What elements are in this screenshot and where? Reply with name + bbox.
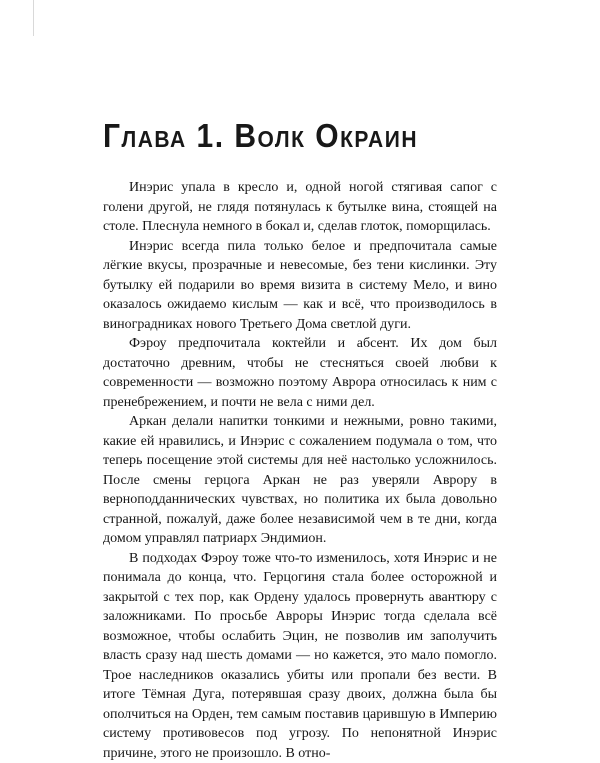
chapter-body xyxy=(103,178,497,763)
paragraph-4: Аркан делали напитки тонкими и нежными, ровно такими, какие ей нравились, и Инэрис с сожалением подумала о том, что теперь посещение этой системы для неё настолько усложнилось. После смены герцога Аркан не раз уверяли Аврору в верноподданнических чувствах, но политика их была довольно странной, пожалуй, даже более независимой чем в те дни, когда домом управлял патриарх Эндимион. xyxy=(103,412,497,549)
paragraph-3: Фэроу предпочитала коктейли и абсент. Их дом был достаточно древним, чтобы не стесняться своей любви к современности — возможно поэтому Аврора относилась к ним с пренебрежением, и почти не вела с ними дел. xyxy=(103,334,497,412)
paragraph-5: В подходах Фэроу тоже что-то изменилось, хотя Инэрис и не понимала до конца, что. Герцогиня стала более осторожной и закрытой с тех пор, как Ордену удалось провернуть авантюру с заложниками. По просьбе Авроры Инэрис тогда сделала всё возможное, чтобы ослабить Эцин, не позволив им заполучить власть сразу над шесть домами — но кажется, это мало помогло. Трое наследников оказались убиты или пропали без вести. В итоге Тёмная Дуга, потерявшая сразу двоих, должна была бы ополчиться на Орден, тем самым поставив царившую в Империю систему противовесов под угрозу. По непонятной Инэрис причине, этого не произошло. В отно- xyxy=(103,549,497,763)
chapter-heading: Глава 1. Волк Окраин xyxy=(103,118,497,156)
paragraph-1: Инэрис упала в кресло и, одной ногой стягивая сапог с голени другой, не глядя потянулась к бутылке вина, стоящей на столе. Плеснула немного в бокал и, сделав глоток, поморщилась. xyxy=(103,178,497,237)
page-edge-artifact xyxy=(33,0,34,36)
paragraph-2: Инэрис всегда пила только белое и предпочитала самые лёгкие вкусы, прозрачные и невесомые, без тени кислинки. Эту бутылку ей подарили во время визита в систему Мело, и вино оказалось ожидаемо кислым — как и всё, что производилось в виноградниках нового Третьего Дома светлой дуги. xyxy=(103,237,497,335)
